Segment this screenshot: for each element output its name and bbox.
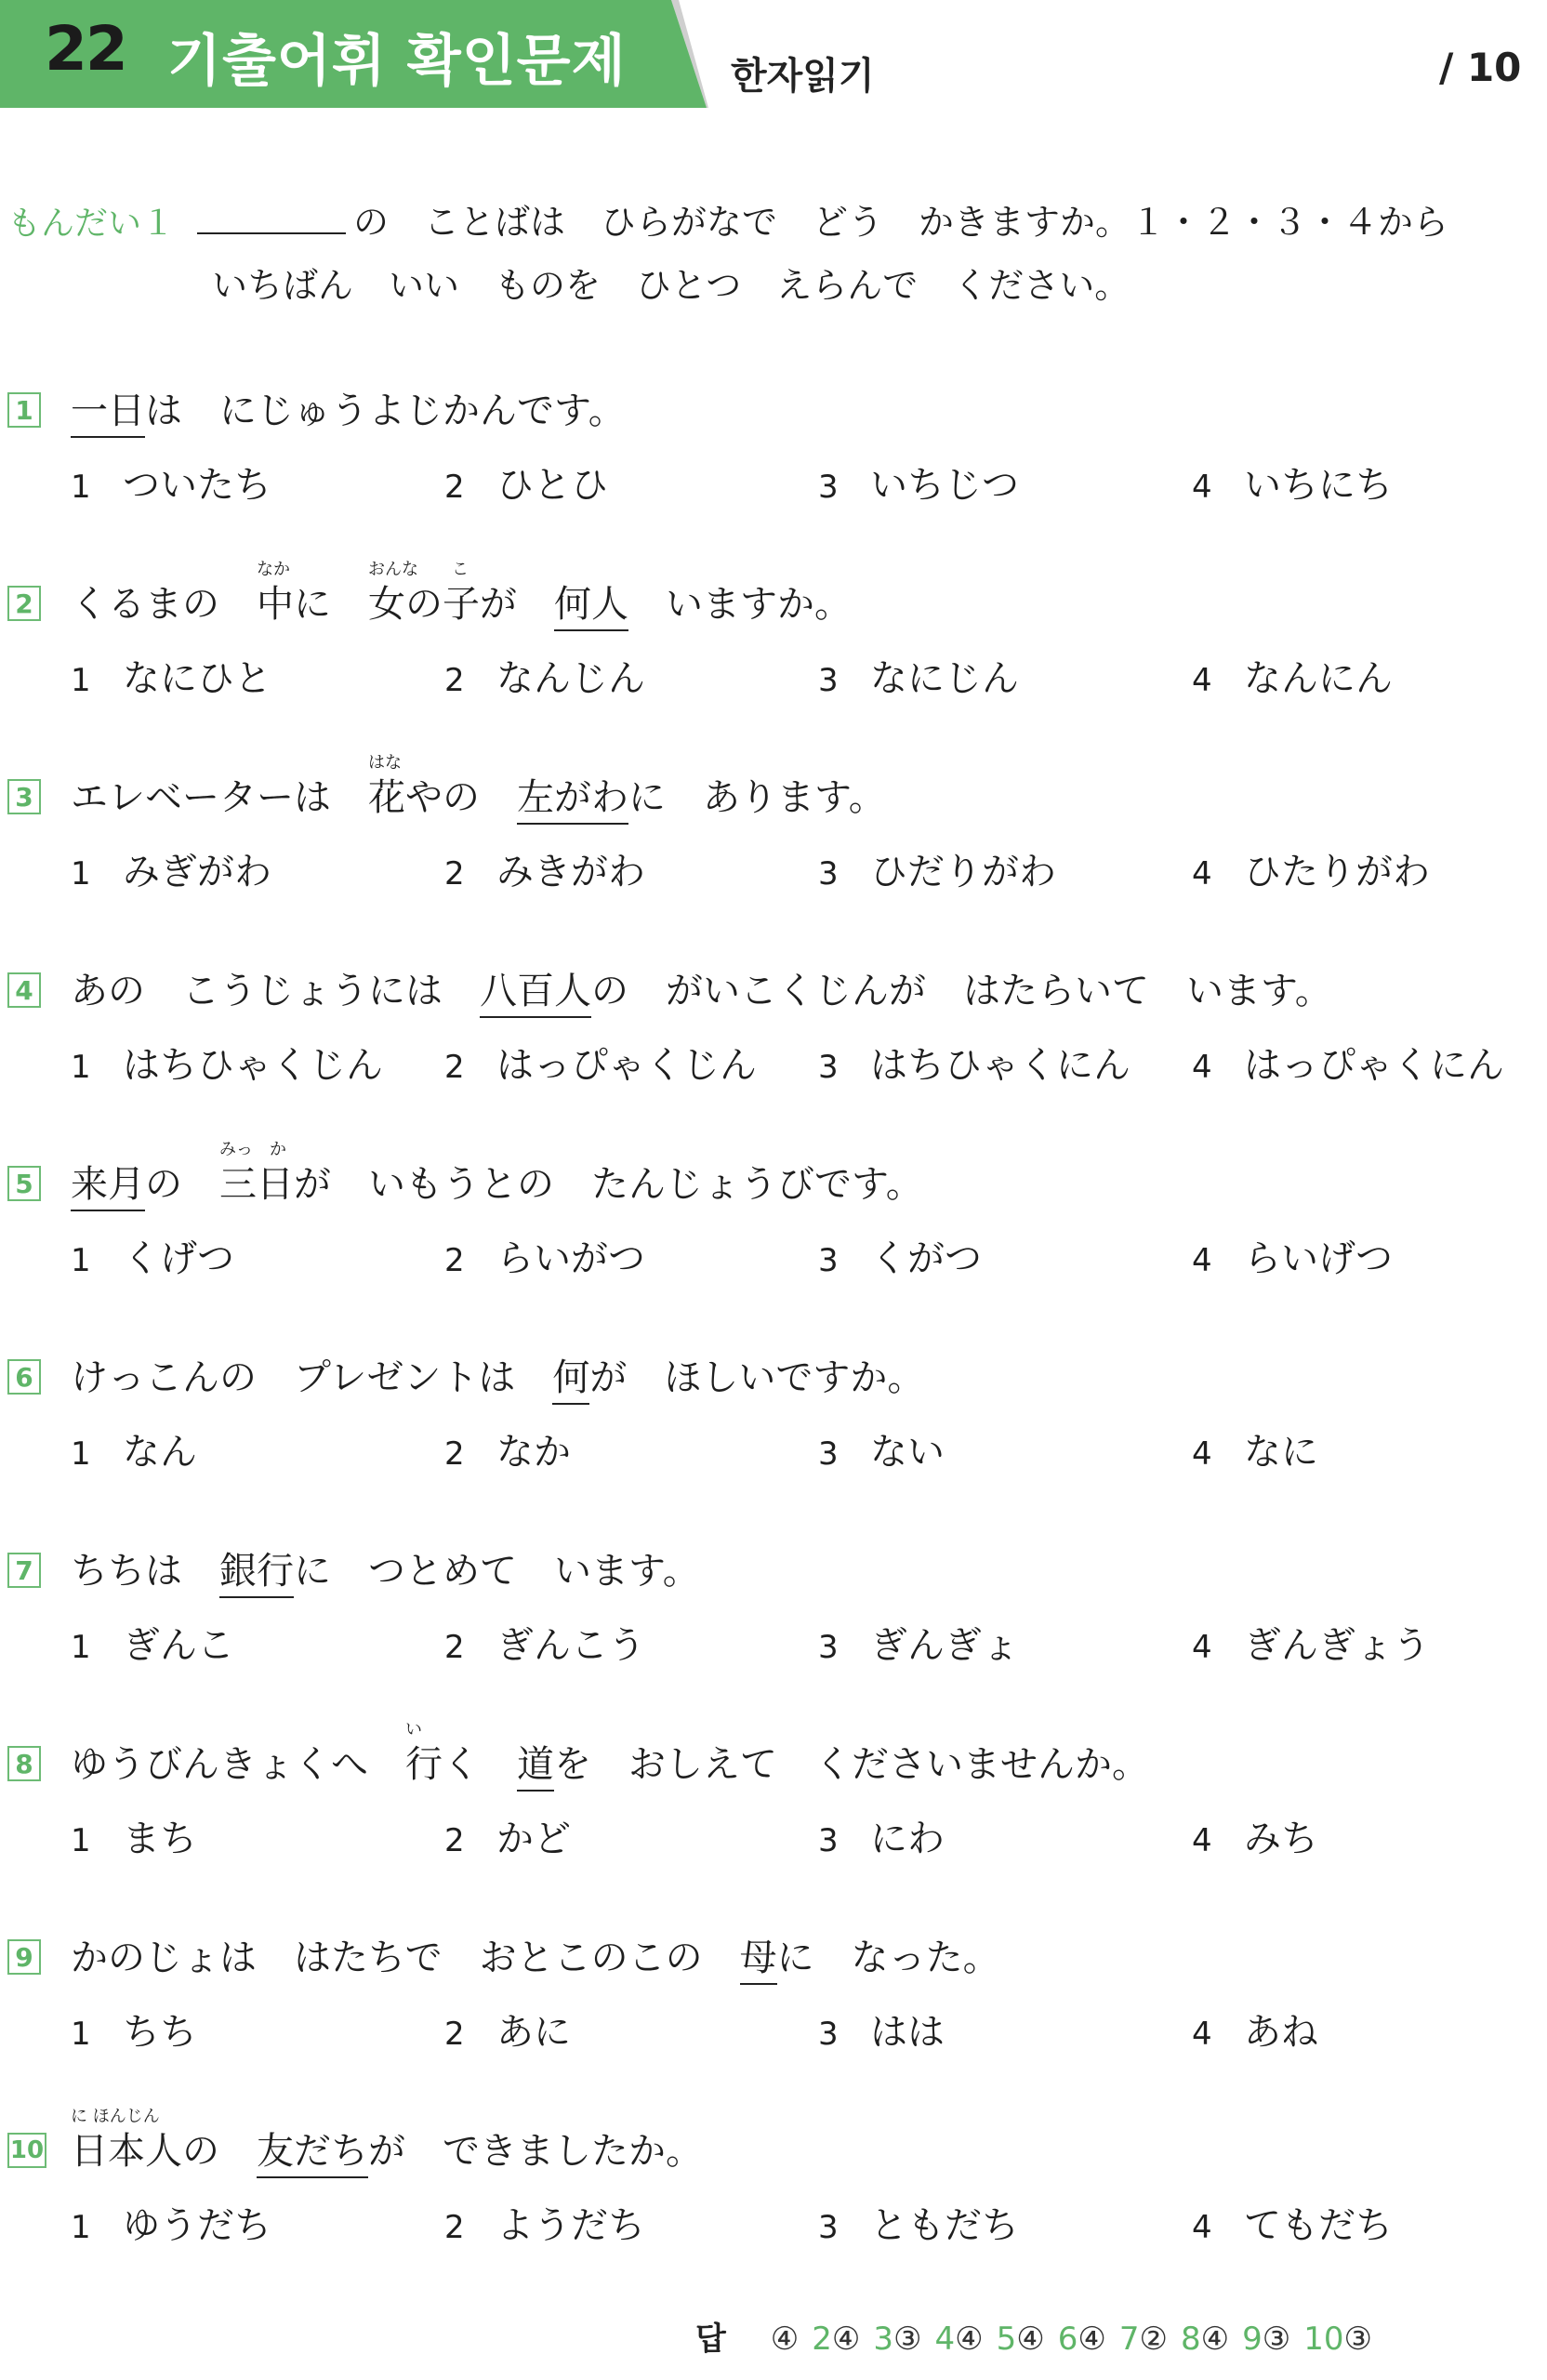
choice-1[interactable] <box>71 2196 271 2249</box>
question-text <box>71 1898 1038 1977</box>
question-segment: あります。 <box>703 776 886 819</box>
answer-value: ④ <box>1016 2320 1045 2358</box>
choice-text: ない <box>870 1431 945 1474</box>
question-segment: くださいませんか。 <box>814 1743 1149 1786</box>
choice-4[interactable] <box>1192 842 1430 895</box>
choice-number: 1 <box>71 2209 91 2246</box>
question-6 <box>7 1318 1541 1486</box>
question-number: 6 <box>7 1359 41 1395</box>
choice-list <box>71 1809 1547 1860</box>
choice-text: まち <box>123 1818 197 1860</box>
answer-key <box>695 2313 1385 2359</box>
choice-3[interactable] <box>818 456 1019 509</box>
choice-text: いちじつ <box>870 464 1019 507</box>
choice-text: あに <box>496 2011 571 2054</box>
choice-1[interactable] <box>71 1616 234 1669</box>
choice-text: ぎんこ <box>123 1624 234 1667</box>
question-number: 8 <box>7 1746 41 1781</box>
answer-item <box>934 2320 983 2358</box>
answer-label: 답 <box>695 2320 726 2358</box>
choice-number: 3 <box>818 2209 839 2246</box>
question-segment: 銀行に <box>219 1553 331 1590</box>
answer-value: ③ <box>1343 2320 1372 2358</box>
question-segment: つとめて <box>368 1550 517 1593</box>
choice-number: 1 <box>71 662 91 699</box>
question-segment: 来月の <box>71 1166 182 1203</box>
answer-number: 10 <box>1303 2320 1344 2358</box>
choice-number: 4 <box>1192 2209 1212 2246</box>
question-segment: かのじょは <box>71 1937 257 1979</box>
choice-number: 3 <box>818 1242 839 1279</box>
blank-line <box>197 205 346 234</box>
choice-1[interactable] <box>71 2003 197 2056</box>
choice-2[interactable] <box>444 2196 645 2249</box>
choice-list <box>71 1616 1547 1667</box>
choice-text: くげつ <box>123 1237 234 1280</box>
choice-3[interactable] <box>818 842 1056 895</box>
choice-list <box>71 2003 1547 2054</box>
question-9 <box>7 1898 1541 2066</box>
question-segment: できましたか。 <box>443 2130 703 2173</box>
choice-number: 1 <box>71 469 91 506</box>
answer-number: 4 <box>934 2320 956 2358</box>
choice-number: 2 <box>444 1435 465 1473</box>
question-segment: なった。 <box>851 1937 1000 1979</box>
choice-number: 4 <box>1192 1242 1212 1279</box>
question-segment: はたらいて <box>963 970 1149 1012</box>
question-number: 5 <box>7 1166 41 1201</box>
choice-number: 1 <box>71 1435 91 1473</box>
choice-number: 4 <box>1192 1629 1212 1666</box>
score-box: / 10 <box>1439 45 1522 90</box>
answer-value: ④ <box>831 2320 861 2358</box>
question-segment: おとこのこの <box>479 1937 703 1979</box>
choice-text: ちち <box>123 2011 197 2054</box>
choice-text: ぎんぎょう <box>1244 1624 1430 1667</box>
choice-1[interactable] <box>71 1036 383 1089</box>
underlined-word: 来月 <box>71 1163 145 1211</box>
choice-list <box>71 456 1547 507</box>
choice-text: なにじん <box>870 657 1019 700</box>
question-segment <box>554 583 628 626</box>
choice-3[interactable] <box>818 1036 1130 1089</box>
choice-3[interactable] <box>818 1422 945 1475</box>
choice-number: 4 <box>1192 469 1212 506</box>
question-segment: 左がわに <box>517 779 666 816</box>
choice-number: 4 <box>1192 1822 1212 1859</box>
choice-text: なんじん <box>496 657 645 700</box>
furigana: なか <box>257 560 290 579</box>
choice-text: ぎんこう <box>496 1624 645 1667</box>
choice-list <box>71 1229 1547 1280</box>
choice-4[interactable] <box>1192 1422 1318 1475</box>
choice-number: 2 <box>444 1822 465 1859</box>
choice-number: 3 <box>818 1629 839 1666</box>
instruction <box>7 192 1541 316</box>
choice-1[interactable] <box>71 1229 234 1282</box>
answer-item <box>812 2320 860 2358</box>
choice-4[interactable] <box>1192 649 1393 702</box>
question-segment: 女の子が おんな こ <box>368 560 517 626</box>
choice-3[interactable] <box>818 2196 1019 2249</box>
underlined-word: 友だち <box>257 2130 368 2178</box>
question-segment: います。 <box>1186 970 1332 1012</box>
choice-3[interactable] <box>818 1229 982 1282</box>
question-segment: 母に <box>740 1939 814 1977</box>
question-number: 1 <box>7 392 41 428</box>
question-number: 9 <box>7 1939 41 1975</box>
answer-item <box>997 2320 1045 2358</box>
choice-4[interactable] <box>1192 1809 1318 1862</box>
question-text <box>71 1512 737 1593</box>
question-segment: エレベーターは <box>71 776 331 819</box>
choice-text: ともだち <box>870 2204 1019 2247</box>
choice-text: なん <box>123 1431 197 1474</box>
choice-text: ひとひ <box>496 464 608 507</box>
choice-text: らいがつ <box>496 1237 645 1280</box>
choice-number: 4 <box>1192 662 1212 699</box>
question-segment: がいこくじんが <box>666 970 926 1012</box>
choice-text: てもだち <box>1244 2204 1393 2247</box>
choice-number: 2 <box>444 2209 465 2246</box>
underlined-word: 道 <box>517 1743 554 1792</box>
choice-list <box>71 1422 1547 1474</box>
choice-number: 3 <box>818 662 839 699</box>
choice-text: ようだち <box>496 2204 645 2247</box>
answer-item <box>1181 2320 1229 2358</box>
question-segment: 花やの はな <box>368 753 480 819</box>
choice-2[interactable] <box>444 1036 757 1089</box>
choice-list <box>71 649 1547 700</box>
choice-2[interactable] <box>444 842 645 895</box>
choice-2[interactable] <box>444 1229 645 1282</box>
question-number: 7 <box>7 1553 41 1588</box>
question-segment: たんじょうびです。 <box>591 1163 923 1206</box>
section-label: 한자읽기 <box>731 55 875 98</box>
choice-text: らいげつ <box>1244 1237 1393 1280</box>
choice-4[interactable] <box>1192 1036 1504 1089</box>
choice-1[interactable] <box>71 1422 197 1475</box>
question-2 <box>7 545 1541 712</box>
underlined-word: 銀行 <box>219 1550 294 1598</box>
instruction-line-1: の ことばは ひらがなで どう かきますか。１・２・３・４から <box>353 202 1449 243</box>
question-segment: 行く い <box>405 1720 480 1786</box>
choice-3[interactable] <box>818 649 1019 702</box>
question-segment: 中に なか <box>257 560 331 626</box>
choice-text: はっぴゃくにん <box>1244 1044 1504 1087</box>
choice-4[interactable] <box>1192 456 1393 509</box>
choice-2[interactable] <box>444 456 608 509</box>
unit-title: 기출어휘 확인문제 <box>167 29 627 94</box>
answer-value: ④ <box>955 2320 984 2358</box>
answer-number: 6 <box>1057 2320 1078 2358</box>
choice-text: かど <box>496 1818 571 1860</box>
question-number: 3 <box>7 779 41 814</box>
choice-list <box>71 842 1547 893</box>
choice-number: 3 <box>818 2016 839 2053</box>
answer-item <box>1242 2320 1290 2358</box>
question-number: 4 <box>7 972 41 1008</box>
choice-4[interactable] <box>1192 2003 1318 2056</box>
answer-value: ② <box>1139 2320 1168 2358</box>
question-number: 2 <box>7 586 41 621</box>
question-text <box>71 1705 1186 1786</box>
question-text <box>71 351 663 430</box>
choice-3[interactable] <box>818 1809 945 1862</box>
choice-list <box>71 1036 1547 1087</box>
question-number: 10 <box>7 2133 46 2168</box>
choice-text: みぎがわ <box>123 851 271 893</box>
answer-number: 2 <box>812 2320 832 2358</box>
question-3 <box>7 738 1541 906</box>
choice-number: 2 <box>444 2016 465 2053</box>
choice-4[interactable] <box>1192 2196 1393 2249</box>
choice-text: なにひと <box>123 657 271 700</box>
question-segment: いもうとの <box>368 1163 554 1206</box>
choice-number: 3 <box>818 1049 839 1086</box>
answer-value: ④ <box>1200 2320 1230 2358</box>
choice-1[interactable] <box>71 649 271 702</box>
furigana: に ほんじん <box>71 2107 160 2126</box>
furigana: い <box>405 1720 422 1739</box>
choice-number: 2 <box>444 1049 465 1086</box>
choice-2[interactable] <box>444 649 645 702</box>
answer-item <box>771 2320 799 2358</box>
question-segment: おしえて <box>628 1743 777 1786</box>
question-text <box>71 1125 960 1206</box>
choice-number: 1 <box>71 1822 91 1859</box>
question-segment: います。 <box>554 1550 700 1593</box>
choice-4[interactable] <box>1192 1616 1430 1669</box>
question-segment: 友だちが <box>257 2133 405 2170</box>
choice-number: 1 <box>71 1049 91 1086</box>
choice-number: 1 <box>71 1629 91 1666</box>
answer-value: ③ <box>892 2320 922 2358</box>
question-text <box>71 545 889 626</box>
choice-text: みきがわ <box>496 851 645 893</box>
choice-text: ひだりがわ <box>870 851 1056 893</box>
mondai-label: もんだい１ <box>7 205 176 243</box>
question-text <box>71 932 1369 1010</box>
question-text <box>71 2092 740 2173</box>
choice-2[interactable] <box>444 1616 645 1669</box>
question-segment: はたちで <box>294 1937 443 1979</box>
answer-value: ④ <box>770 2320 800 2358</box>
choice-3[interactable] <box>818 2003 945 2056</box>
question-7 <box>7 1512 1541 1679</box>
question-segment: いますか。 <box>666 583 852 626</box>
underlined-word: 母 <box>740 1937 777 1985</box>
choice-4[interactable] <box>1192 1229 1393 1282</box>
answer-value: ④ <box>1078 2320 1106 2358</box>
unit-number: 22 <box>45 13 126 85</box>
choice-number: 2 <box>444 469 465 506</box>
question-segment: 道を <box>517 1746 591 1783</box>
choice-text: なか <box>496 1431 571 1474</box>
question-segment: あの <box>71 970 145 1012</box>
choice-number: 2 <box>444 855 465 892</box>
choice-number: 2 <box>444 662 465 699</box>
question-segment: けっこんの <box>71 1356 257 1399</box>
question-1 <box>7 351 1541 519</box>
question-5 <box>7 1125 1541 1292</box>
answer-item <box>873 2320 921 2358</box>
choice-1[interactable] <box>71 456 271 509</box>
question-segment: にじゅうよじかんです。 <box>219 390 626 432</box>
question-segment: ほしいですか。 <box>664 1356 925 1399</box>
choice-2[interactable] <box>444 1809 571 1862</box>
choice-number: 3 <box>818 855 839 892</box>
underlined-word: 何人 <box>554 583 628 631</box>
choice-2[interactable] <box>444 2003 571 2056</box>
answer-item <box>1303 2320 1372 2358</box>
question-text <box>71 738 923 819</box>
underlined-word: 一日 <box>71 390 145 438</box>
furigana: おんな こ <box>368 560 469 579</box>
choice-number: 1 <box>71 2016 91 2053</box>
choice-number: 3 <box>818 1822 839 1859</box>
question-segment: 日本人の に ほんじん <box>71 2107 219 2173</box>
choice-text: くがつ <box>870 1237 982 1280</box>
choice-2[interactable] <box>444 1422 571 1475</box>
question-8 <box>7 1705 1541 1872</box>
choice-text: なに <box>1244 1431 1318 1474</box>
furigana: はな <box>368 753 402 773</box>
question-text <box>71 1318 961 1399</box>
choice-number: 1 <box>71 855 91 892</box>
choice-list <box>71 2196 1547 2247</box>
choice-number: 3 <box>818 469 839 506</box>
question-segment: 八百人の <box>480 972 628 1010</box>
choice-number: 4 <box>1192 1435 1212 1473</box>
choice-number: 2 <box>444 1242 465 1279</box>
choice-text: はちひゃくじん <box>123 1044 383 1087</box>
answer-number: 5 <box>996 2320 1017 2358</box>
choice-1[interactable] <box>71 842 271 895</box>
choice-text: はは <box>870 2011 945 2054</box>
answer-number: 8 <box>1180 2320 1201 2358</box>
choice-number: 1 <box>71 1242 91 1279</box>
answer-item <box>1058 2320 1106 2358</box>
choice-number: 3 <box>818 1435 839 1473</box>
choice-text: ぎんぎょ <box>870 1624 1019 1667</box>
question-segment: プレゼントは <box>294 1356 516 1399</box>
furigana: みっ か <box>219 1140 286 1159</box>
underlined-word: 何 <box>552 1356 589 1405</box>
choice-number: 2 <box>444 1629 465 1666</box>
choice-3[interactable] <box>818 1616 1019 1669</box>
question-segment: 三日が みっ か <box>219 1140 331 1206</box>
question-4 <box>7 932 1541 1099</box>
answer-value: ③ <box>1262 2320 1291 2358</box>
choice-text: あね <box>1244 2011 1318 2054</box>
underlined-word: 左がわ <box>517 776 628 825</box>
choice-text: ついたち <box>123 464 271 507</box>
question-segment: ちちは <box>71 1550 182 1593</box>
question-segment: くるまの <box>71 583 219 626</box>
answer-number: 3 <box>873 2320 893 2358</box>
choice-text: なんにん <box>1244 657 1393 700</box>
question-segment: 一日は <box>71 392 182 430</box>
underlined-word: 八百人 <box>480 970 591 1018</box>
question-10 <box>7 2092 1541 2259</box>
instruction-line-2: いちばん いい ものを ひとつ えらんで ください。 <box>212 265 1130 306</box>
answer-number: 7 <box>1118 2320 1140 2358</box>
question-segment: こうじょうには <box>182 970 443 1012</box>
choice-text: はちひゃくにん <box>870 1044 1130 1087</box>
choice-text: はっぴゃくじん <box>496 1044 757 1087</box>
choice-text: ゆうだち <box>123 2204 271 2247</box>
answer-number: 9 <box>1242 2320 1263 2358</box>
choice-text: ひたりがわ <box>1244 851 1430 893</box>
question-segment: ゆうびんきょくへ <box>71 1743 368 1786</box>
choice-text: いちにち <box>1244 464 1393 507</box>
choice-text: みち <box>1244 1818 1318 1860</box>
choice-1[interactable] <box>71 1809 197 1862</box>
choice-number: 4 <box>1192 1049 1212 1086</box>
question-segment: 何が <box>552 1359 627 1396</box>
choice-number: 4 <box>1192 855 1212 892</box>
choice-text: にわ <box>870 1818 945 1860</box>
choice-number: 4 <box>1192 2016 1212 2053</box>
answer-item <box>1119 2320 1168 2358</box>
